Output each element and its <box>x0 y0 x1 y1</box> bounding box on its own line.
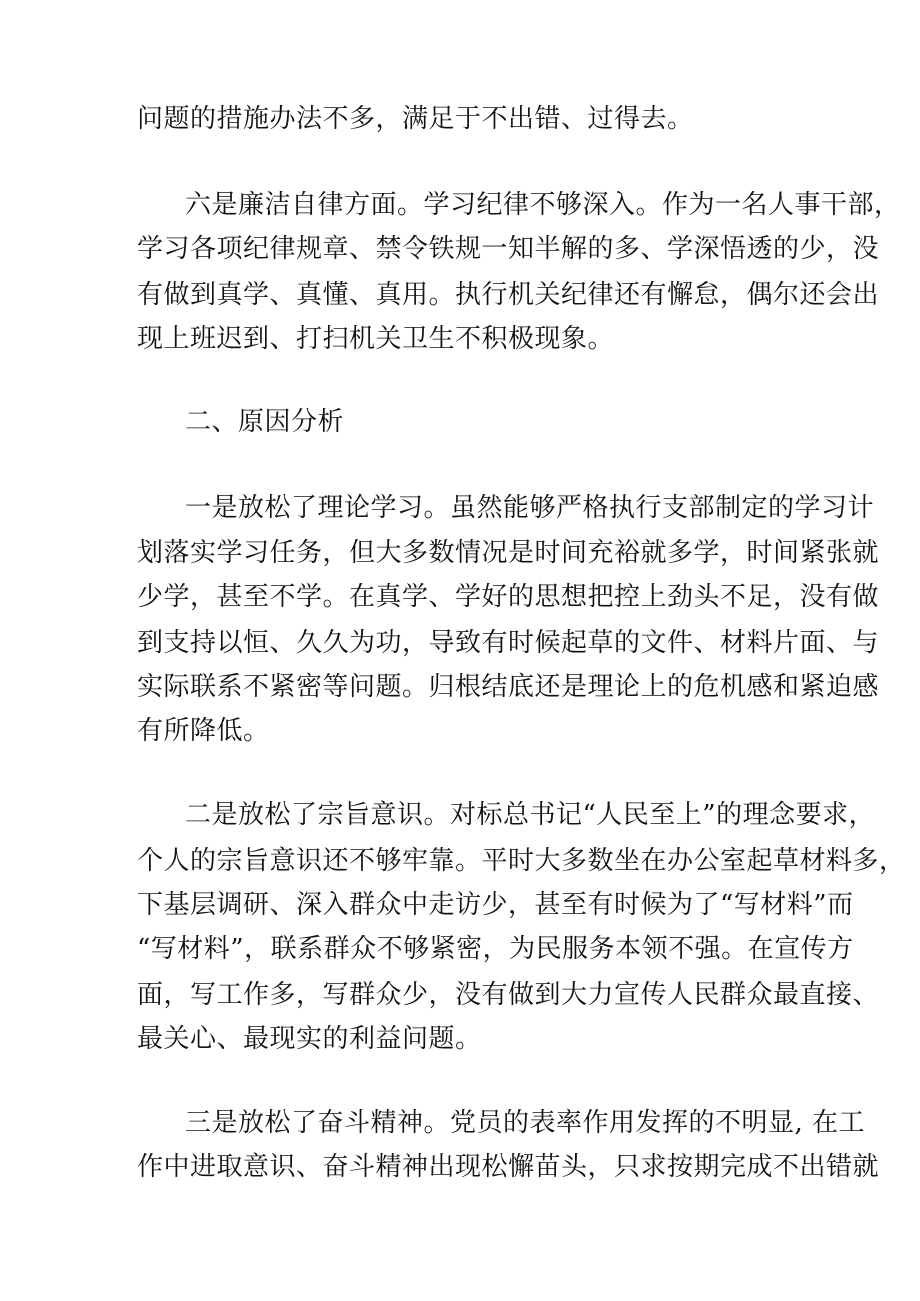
paragraph-line: 个人的宗旨意识还不够牢靠。平时大多数坐在办公室起草材料多， <box>137 846 906 876</box>
paragraph-line: “写材料”，联系群众不够紧密，为民服务本领不强。在宣传方 <box>137 934 854 964</box>
paragraph-line: 一是放松了理论学习。虽然能够严格执行支部制定的学习计 <box>185 493 875 523</box>
paragraph-line: 现上班迟到、打扫机关卫生不积极现象。 <box>137 324 615 354</box>
paragraph-line: 作中进取意识、奋斗精神出现松懈苗头，只求按期完成不出错就 <box>137 1152 880 1182</box>
paragraph-line: 有所降低。 <box>137 716 270 746</box>
paragraph-line: 到支持以恒、久久为功，导致有时候起草的文件、材料片面、与 <box>137 628 880 658</box>
paragraph-line: 实际联系不紧密等问题。归根结底还是理论上的危机感和紧迫感 <box>137 672 880 702</box>
paragraph-line: 有做到真学、真懂、真用。执行机关纪律还有懈怠，偶尔还会出 <box>137 280 880 310</box>
paragraph-line: 下基层调研、深入群众中走访少，甚至有时候为了“写材料”而 <box>137 890 854 920</box>
paragraph-line: 问题的措施办法不多，满足于不出错、过得去。 <box>137 104 694 134</box>
paragraph-line: 面，写工作多，写群众少，没有做到大力宣传人民群众最直接、 <box>137 980 880 1010</box>
paragraph-line: 最关心、最现实的利益问题。 <box>137 1024 482 1054</box>
section-heading: 二、原因分析 <box>185 407 345 437</box>
paragraph-line: 六是廉洁自律方面。学习纪律不够深入。作为一名人事干部， <box>185 190 901 220</box>
paragraph-line: 少学，甚至不学。在真学、学好的思想把控上劲头不足，没有做 <box>137 582 880 612</box>
paragraph-line: 划落实学习任务，但大多数情况是时间充裕就多学，时间紧张就 <box>137 538 880 568</box>
paragraph-line: 学习各项纪律规章、禁令铁规一知半解的多、学深悟透的少，没 <box>137 234 880 264</box>
paragraph-line: 三是放松了奋斗精神。党员的表率作用发挥的不明显, 在工 <box>185 1108 866 1138</box>
paragraph-line: 二是放松了宗旨意识。对标总书记“人民至上”的理念要求， <box>185 800 876 830</box>
